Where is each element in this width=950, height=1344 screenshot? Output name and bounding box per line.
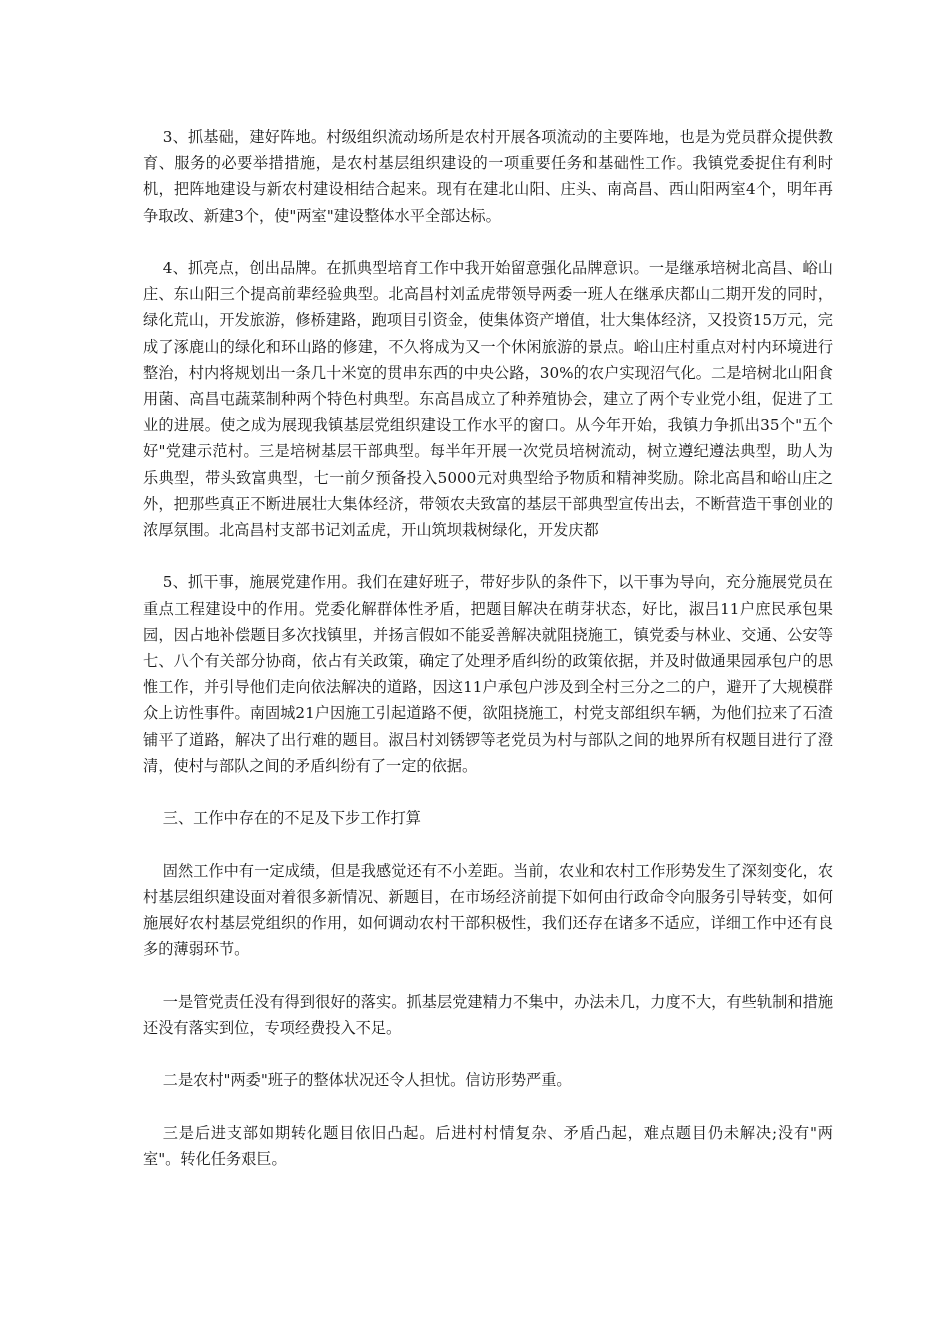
paragraph-issue-one: 一是管党责任没有得到很好的落实。抓基层党建精力不集中，办法未几，力度不大，有些轨制和措施还没有落实到位，专项经费投入不足。 [143,992,833,1037]
paragraph-highlights-brand: 4、抓亮点，创出品牌。在抓典型培育工作中我开始留意强化品牌意识。一是继承培树北高昌、峪山庄、东山阳三个提高前辈经验典型。北高昌村刘孟虎带领导两委一班人在继承庆都山二期开发的同时，绿化荒山，开发旅游，修桥建路，跑项目引资金，使集体资产增值，壮大集体经济，又投资15万元，完成了涿鹿山的绿化和环山路的修建，不久将成为又一个休闲旅游的景点。峪山庄村重点对村内环境进行整治，村内将规划出一条几十米宽的贯串东西的中央公路，30%的农户实现沼气化。二是培树北山阳食用菌、高昌屯蔬菜制种两个特色村典型。东高昌成立了种养殖协会，建立了两个专业党小组，促进了工业的进展。使之成为展现我镇基层党组织建设工作水平的窗口。从今年开始，我镇力争抓出35个"五个好"党建示范村。三是培树基层干部典型。每半年开展一次党员培树流动，树立遵纪遵法典型，助人为乐典型，带头致富典型，七一前夕预备投入5000元对典型给予物质和精神奖励。除北高昌和峪山庄之外，把那些真正不断进展壮大集体经济，带领农夫致富的基层干部典型宣传出去，不断营造干事创业的浓厚氛围。北高昌村支部书记刘孟虎，开山筑坝栽树绿化，开发庆都 [143,259,833,540]
paragraph-issue-two: 二是农村"两委"班子的整体状况还令人担忧。信访形势严重。 [162,1071,572,1090]
paragraph-overview-gaps: 固然工作中有一定成绩，但是我感觉还有不小差距。当前，农业和农村工作形势发生了深刻变化，农村基层组织建设面对着很多新情况、新题目，在市场经济前提下如何由行政命令向服务引导转变，如何施展好农村基层党组织的作用，如何调动农村干部积极性，我们还存在诸多不适应，详细工作中还有良多的薄弱环节。 [143,861,833,959]
paragraph-base-building: 3、抓基础，建好阵地。村级组织流动场所是农村开展各项流动的主要阵地，也是为党员群众提供教育、服务的必要举措措施，是农村基层组织建设的一项重要任务和基础性工作。我镇党委捉住有利时机，把阵地建设与新农村建设相结合起来。现有在建北山阳、庄头、南高昌、西山阳两室4个，明年再争取改、新建3个，使"两室"建设整体水平全部达标。 [143,128,833,225]
document-body [143,124,833,1198]
paragraph-issue-three: 三是后进支部如期转化题目依旧凸起。后进村村情复杂、矛盾凸起，难点题目仍未解决;没有"两室"。转化任务艰巨。 [143,1123,833,1168]
paragraph-party-role: 5、抓干事，施展党建作用。我们在建好班子，带好步队的条件下，以干事为导向，充分施展党员在重点工程建设中的作用。党委化解群体性矛盾，把题目解决在萌芽状态，好比，淑吕11户庶民承包果园，因占地补偿题目多次找镇里，并扬言假如不能妥善解决就阻挠施工，镇党委与林业、交通、公安等七、八个有关部分协商，依占有关政策，确定了处理矛盾纠纷的政策依据，并及时做通果园承包户的思惟工作，并引导他们走向依法解决的道路，因这11户承包户涉及到全村三分之二的户，避开了大规模群众上访性事件。南固城21户因施工引起道路不便，欲阻挠施工，村党支部组织车辆，为他们拉来了石渣铺平了道路，解决了出行难的题目。淑吕村刘锈锣等老党员为村与部队之间的地界所有权题目进行了澄清，使村与部队之间的矛盾纠纷有了一定的依据。 [143,573,833,775]
section-heading-shortcomings: 三、工作中存在的不足及下步工作打算 [162,809,421,828]
